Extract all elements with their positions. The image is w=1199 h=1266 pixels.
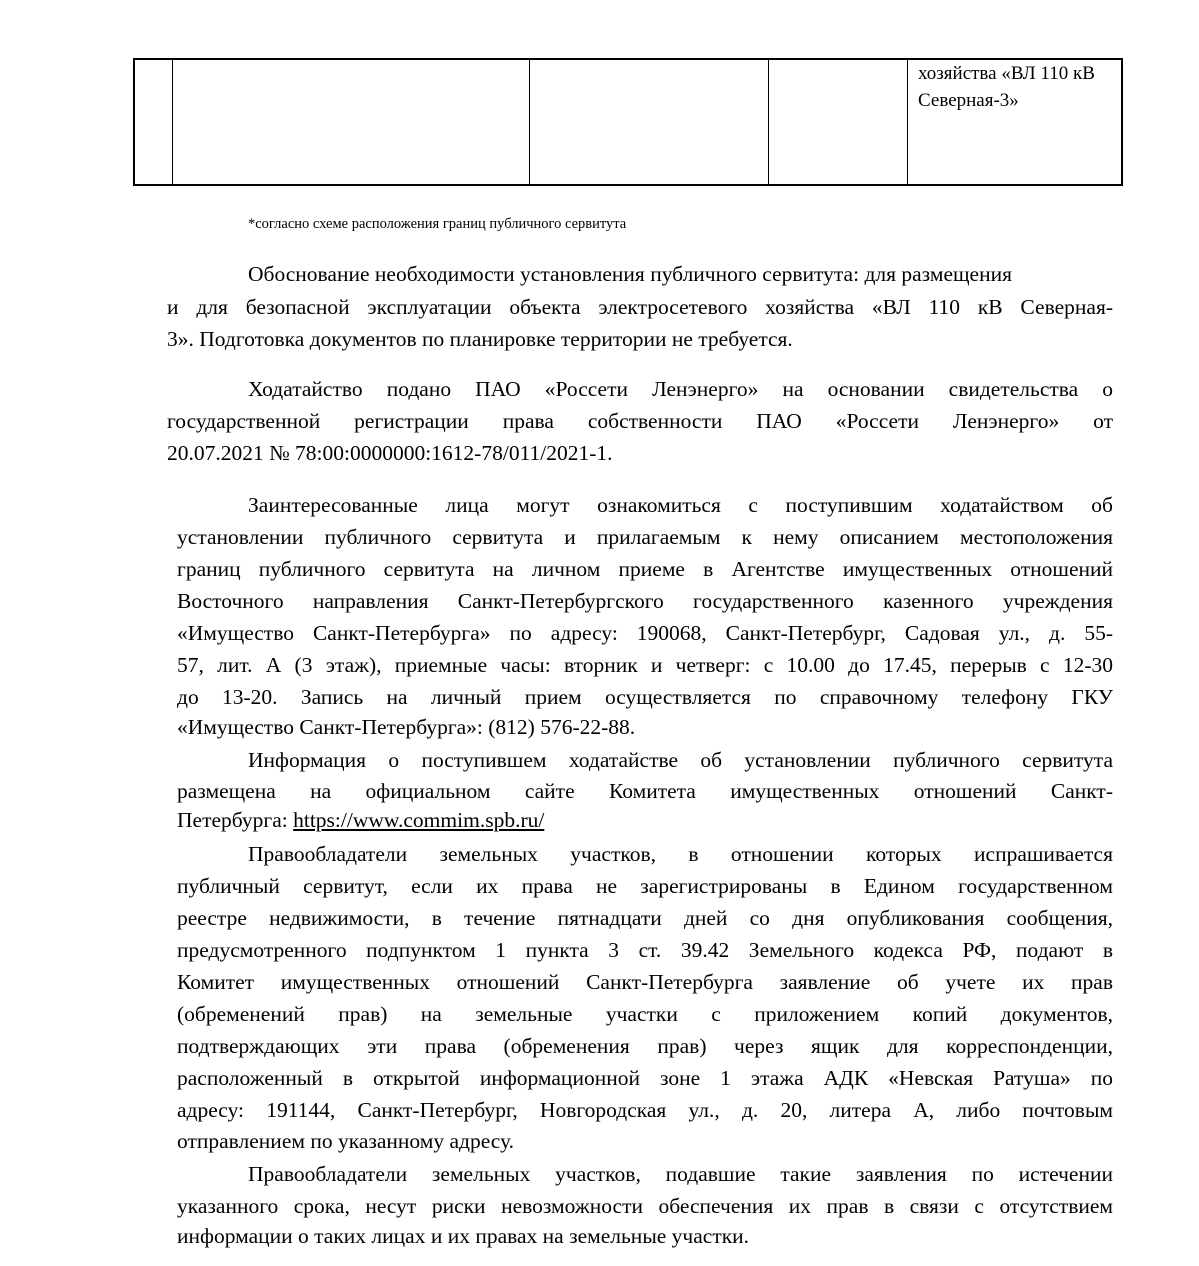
text-line: «Имущество Санкт-Петербурга»: (812) 576-22-88.	[177, 715, 636, 739]
text-line: и для безопасной эксплуатации объекта электросетевого хозяйства «ВЛ 110 кВ Северная-	[167, 295, 1113, 319]
cell-line: хозяйства «ВЛ 110 кВ	[918, 63, 1095, 84]
text-line: Заинтересованные лица могут ознакомиться с поступившим ходатайством об	[248, 493, 1113, 517]
footnote: *согласно схеме расположения границ публичного сервитута	[248, 216, 627, 232]
text-line: информации о таких лицах и их правах на земельные участки.	[177, 1224, 750, 1248]
table-column-divider	[172, 60, 173, 184]
text-line: (обременений прав) на земельные участки с приложением копий документов,	[177, 1002, 1113, 1026]
text-line: государственной регистрации права собственности ПАО «Россети Ленэнерго» от	[167, 409, 1113, 433]
text-line: предусмотренного подпунктом 1 пункта 3 ст. 39.42 Земельного кодекса РФ, подают в	[177, 938, 1113, 962]
text-line: размещена на официальном сайте Комитета имущественных отношений Санкт-	[177, 779, 1113, 803]
text-line: отправлением по указанному адресу.	[177, 1129, 515, 1153]
text-line: границ публичного сервитута на личном приеме в Агентстве имущественных отношений	[177, 557, 1113, 581]
text-line: 3». Подготовка документов по планировке территории не требуется.	[167, 327, 793, 351]
text-line: Правообладатели земельных участков, в отношении которых испрашивается	[248, 842, 1113, 866]
text-line: 57, лит. А (3 этаж), приемные часы: вторник и четверг: с 10.00 до 17.45, перерыв с 12-30	[177, 653, 1113, 677]
table-column-divider	[907, 60, 908, 184]
text-line: «Имущество Санкт-Петербурга» по адресу: 190068, Санкт-Петербург, Садовая ул., д. 55-	[177, 621, 1113, 645]
table-column-divider	[529, 60, 530, 184]
table-cell-object-name	[918, 60, 1118, 114]
text-line: Комитет имущественных отношений Санкт-Петербурга заявление об учете их прав	[177, 970, 1113, 994]
text-line: Ходатайство подано ПАО «Россети Ленэнерго» на основании свидетельства о	[248, 377, 1113, 401]
text-line: установлении публичного сервитута и прилагаемым к нему описанием местоположения	[177, 525, 1113, 549]
text-line: до 13-20. Запись на личный прием осуществляется по справочному телефону ГКУ	[177, 685, 1113, 709]
text-line: Правообладатели земельных участков, подавшие такие заявления по истечении	[248, 1162, 1113, 1186]
text-line: реестре недвижимости, в течение пятнадцати дней со дня опубликования сообщения,	[177, 906, 1113, 930]
text-line: публичный сервитут, если их права не зарегистрированы в Едином государственном	[177, 874, 1113, 898]
text-line: подтверждающих эти права (обременения прав) через ящик для корреспонденции,	[177, 1034, 1113, 1058]
text-line: расположенный в открытой информационной зоне 1 этажа АДК «Невская Ратуша» по	[177, 1066, 1113, 1090]
cell-line: Северная-3»	[918, 90, 1019, 111]
text-line: Обоснование необходимости установления публичного сервитута: для размещения	[248, 262, 1013, 286]
text-line: Восточного направления Санкт-Петербургского государственного казенного учреждения	[177, 589, 1113, 613]
commim-website-link[interactable]: https://www.commim.spb.ru/	[293, 808, 545, 832]
text-line	[177, 806, 544, 834]
text-line: адресу: 191144, Санкт-Петербург, Новгородская ул., д. 20, литера А, либо почтовым	[177, 1098, 1113, 1122]
text-line: указанного срока, несут риски невозможности обеспечения их прав в связи с отсутствием	[177, 1194, 1113, 1218]
text-line: Информация о поступившем ходатайстве об установлении публичного сервитута	[248, 748, 1113, 772]
text-fragment: Петербурга:	[177, 808, 294, 832]
text-line: 20.07.2021 № 78:00:0000000:1612-78/011/2021-1.	[167, 441, 613, 465]
table-column-divider	[768, 60, 769, 184]
